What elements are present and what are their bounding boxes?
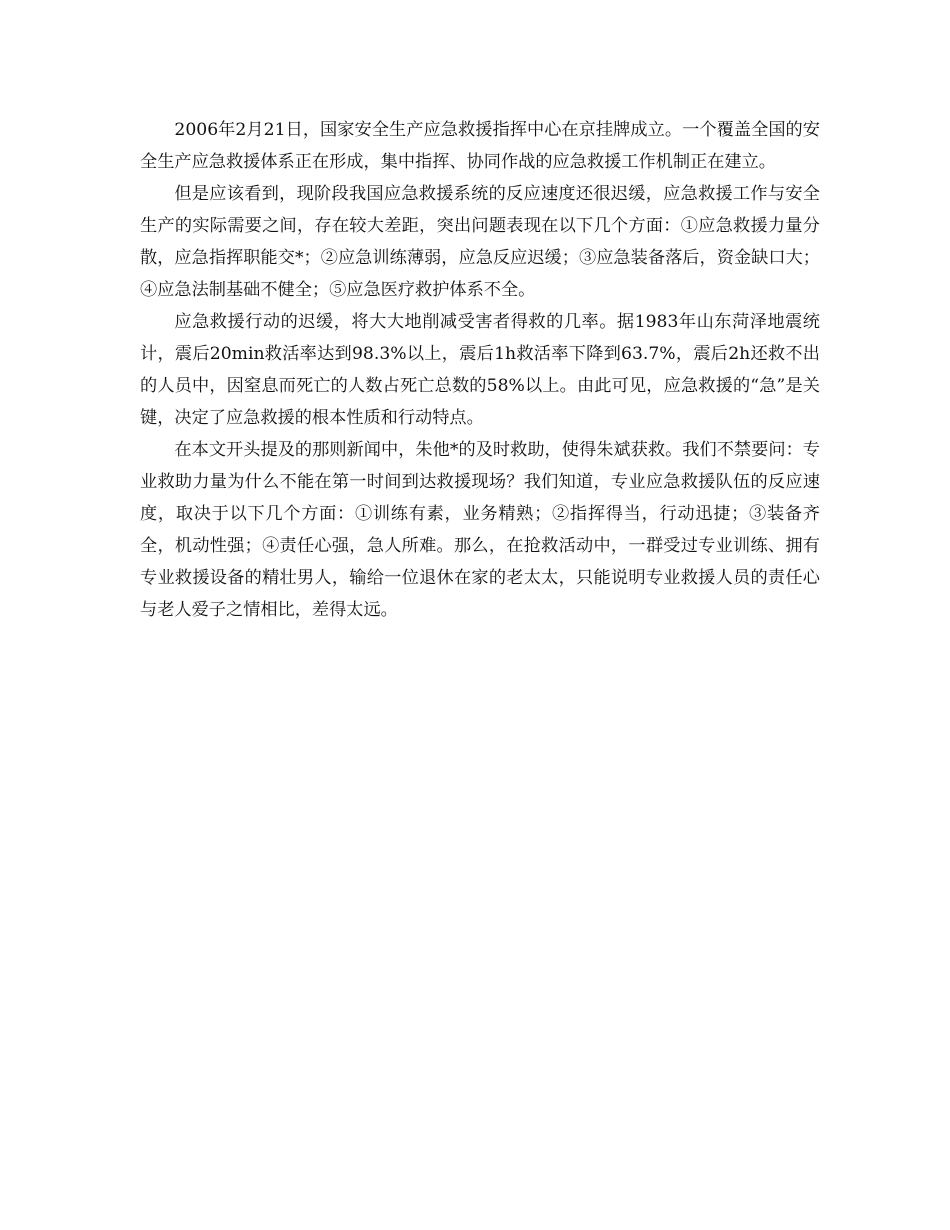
- paragraph-2: 但是应该看到，现阶段我国应急救援系统的反应速度还很迟缓，应急救援工作与安全生产的实际需要之间，存在较大差距，突出问题表现在以下几个方面：①应急救援力量分散，应急指挥职能交*；②应急训练薄弱，应急反应迟缓；③应急装备落后，资金缺口大；④应急法制基础不健全；⑤应急医疗救护体系不全。: [140, 184, 820, 300]
- paragraph-4: 在本文开头提及的那则新闻中，朱他*的及时救助，使得朱斌获救。我们不禁要问：专业救助力量为什么不能在第一时间到达救援现场？我们知道，专业应急救援队伍的反应速度，取决于以下几个方面：①训练有素，业务精熟；②指挥得当，行动迅捷；③装备齐全，机动性强；④责任心强，急人所难。那么，在抢救活动中，一群受过专业训练、拥有专业救援设备的精壮男人，输给一位退休在家的老太太，只能说明专业救援人员的责任心与老人爱子之情相比，差得太远。: [140, 440, 820, 620]
- document-body: [140, 114, 820, 626]
- paragraph-3: 应急救援行动的迟缓，将大大地削减受害者得救的几率。据1983年山东菏泽地震统计，震后20min救活率达到98.3%以上，震后1h救活率下降到63.7%，震后2h还救不出的人员中，因窒息而死亡的人数占死亡总数的58%以上。由此可见，应急救援的“急”是关键，决定了应急救援的根本性质和行动特点。: [140, 312, 820, 428]
- paragraph-1: 2006年2月21日，国家安全生产应急救援指挥中心在京挂牌成立。一个覆盖全国的安全生产应急救援体系正在形成，集中指挥、协同作战的应急救援工作机制正在建立。: [140, 120, 820, 172]
